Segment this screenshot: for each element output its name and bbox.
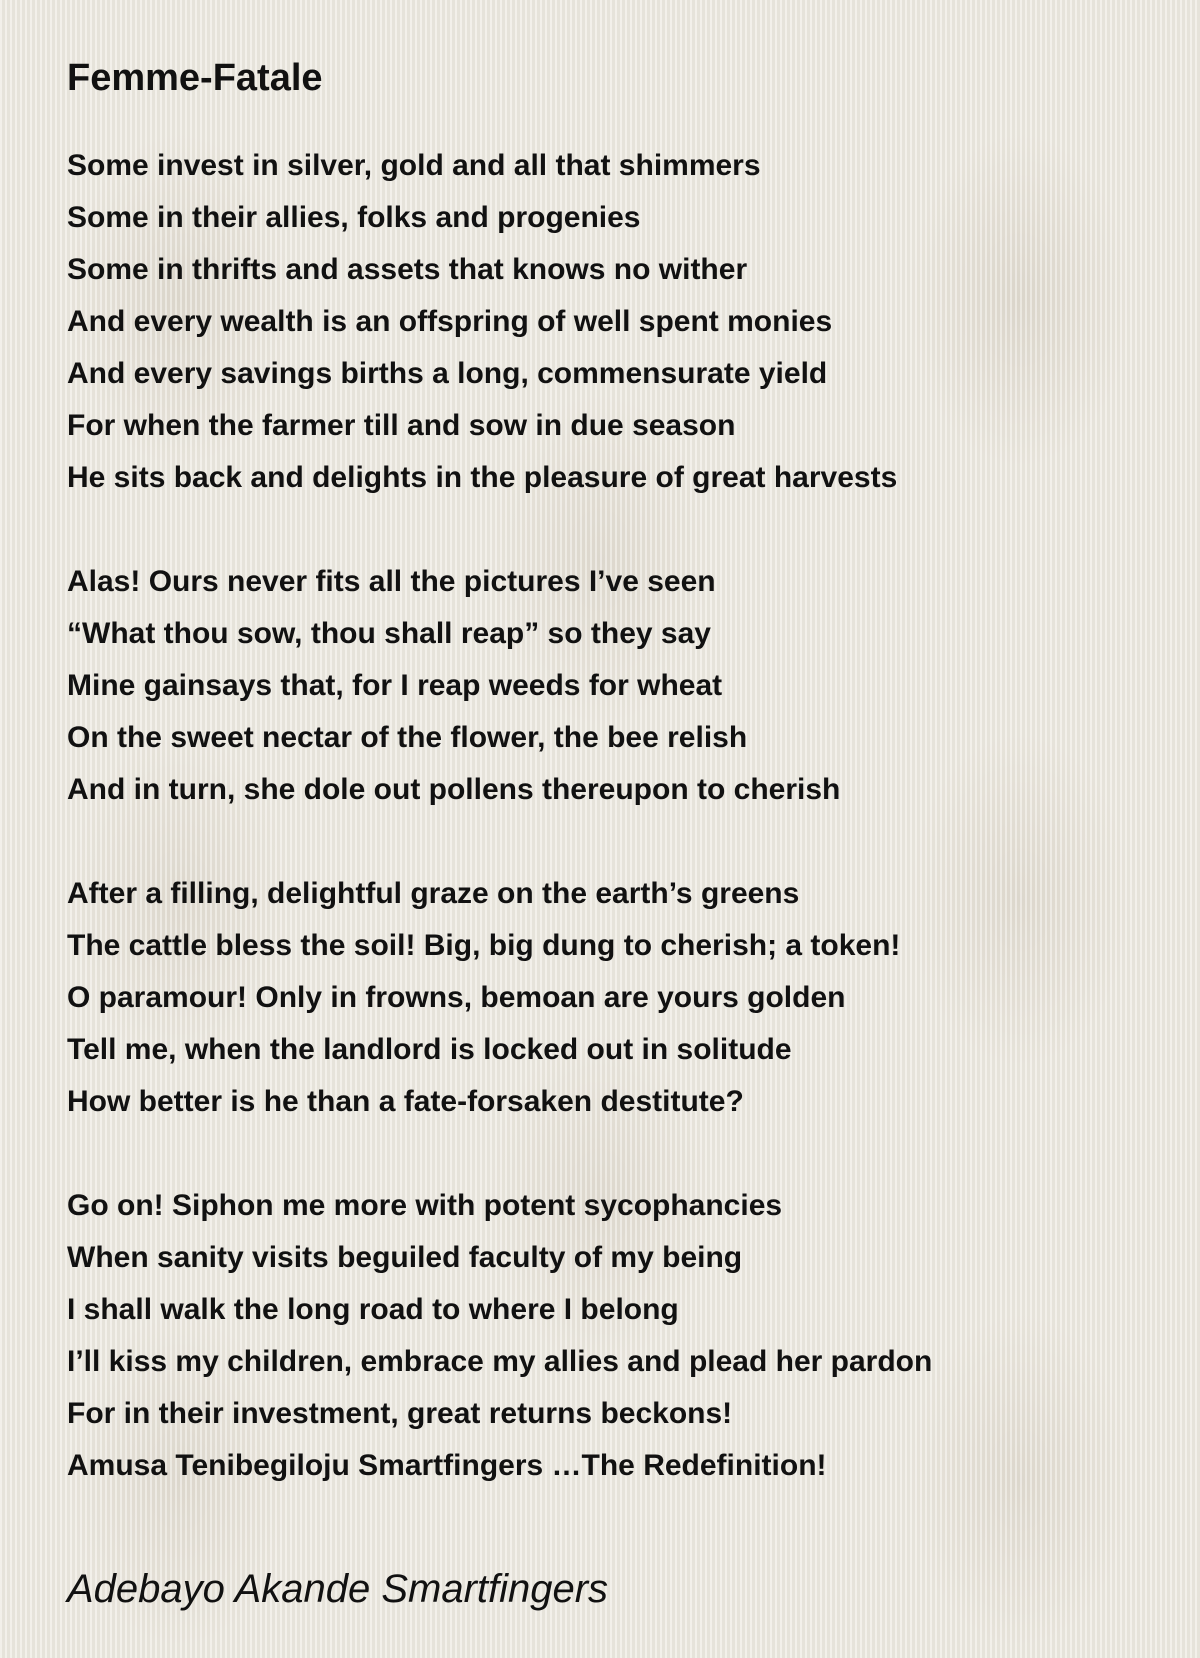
poem-line: Amusa Tenibegiloju Smartfingers …The Redefinition! (67, 1449, 827, 1482)
poem-line: On the sweet nectar of the flower, the bee relish (67, 721, 748, 754)
poem-line: And every savings births a long, commensurate yield (67, 357, 828, 390)
poem-line: Go on! Siphon me more with potent sycophancies (67, 1189, 783, 1222)
poem-line: O paramour! Only in frowns, bemoan are yours golden (67, 981, 846, 1014)
stanza-2 (67, 556, 1167, 816)
poem-line: Alas! Ours never fits all the pictures I’ve seen (67, 565, 716, 598)
poem-line: Some invest in silver, gold and all that shimmers (67, 149, 761, 182)
poem-line: For in their investment, great returns beckons! (67, 1397, 733, 1430)
poem-line: Mine gainsays that, for I reap weeds for wheat (67, 669, 723, 702)
poem-line: Some in their allies, folks and progenies (67, 201, 641, 234)
poem-line: How better is he than a fate-forsaken destitute? (67, 1085, 744, 1118)
stanza-3 (67, 868, 1167, 1128)
poem-line: Tell me, when the landlord is locked out in solitude (67, 1033, 792, 1066)
poem-line: Some in thrifts and assets that knows no wither (67, 253, 748, 286)
poem-page (67, 50, 1167, 1616)
poem-body (67, 140, 1167, 1492)
poem-author: Adebayo Akande Smartfingers (67, 1567, 609, 1611)
poem-line: When sanity visits beguiled faculty of my being (67, 1241, 743, 1274)
poem-line: After a filling, delightful graze on the earth’s greens (67, 877, 800, 910)
poem-line: And every wealth is an offspring of well spent monies (67, 305, 833, 338)
poem-line: And in turn, she dole out pollens thereupon to cherish (67, 773, 841, 806)
stanza-1 (67, 140, 1167, 504)
poem-line: I shall walk the long road to where I belong (67, 1293, 679, 1326)
stanza-4 (67, 1180, 1167, 1492)
poem-line: The cattle bless the soil! Big, big dung to cherish; a token! (67, 929, 901, 962)
poem-line: “What thou sow, thou shall reap” so they say (67, 617, 711, 650)
poem-line: For when the farmer till and sow in due season (67, 409, 736, 442)
poem-line: He sits back and delights in the pleasure of great harvests (67, 461, 898, 494)
poem-line: I’ll kiss my children, embrace my allies and plead her pardon (67, 1345, 933, 1378)
poem-title: Femme-Fatale (67, 57, 323, 99)
